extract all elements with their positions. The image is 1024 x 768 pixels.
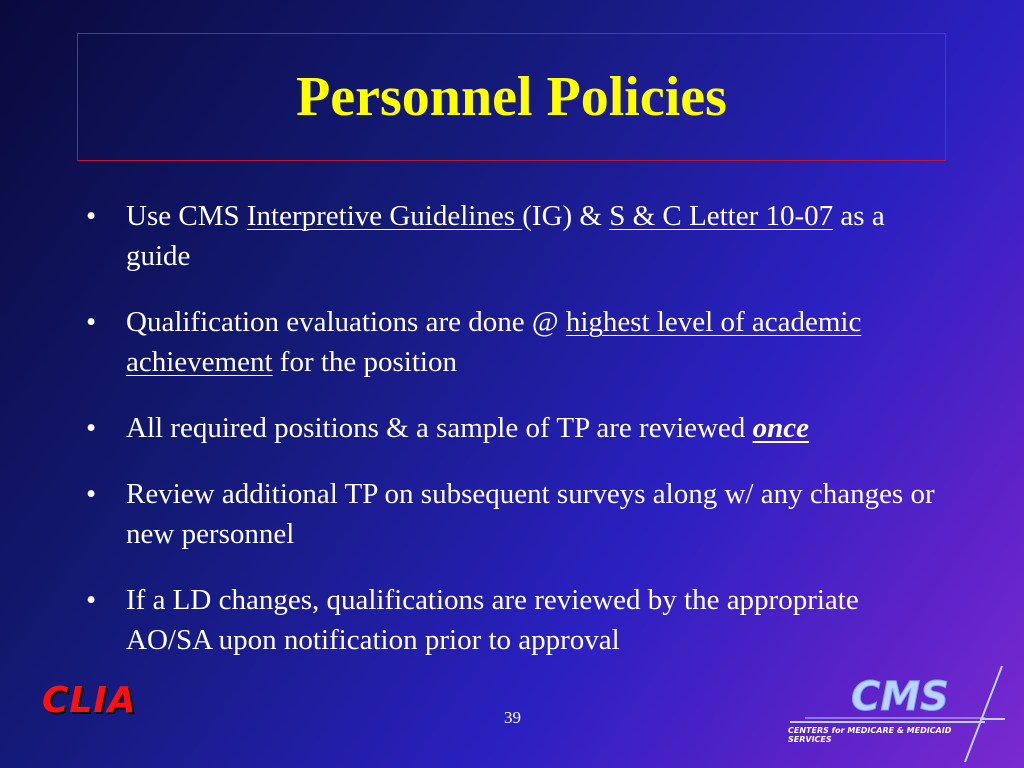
bullet-text-part: If a LD changes, qualifications are reviewed by the appropriate AO/SA upon notification prior to approval [126,584,859,656]
bullet-icon: • [86,306,97,338]
page-number: 39 [504,708,521,727]
bullet-item [86,302,938,382]
bullet-icon: • [86,584,97,616]
cms-logo [780,664,1012,764]
bullet-text-part: All required positions & a sample of TP are reviewed [126,412,753,444]
highest-level-link[interactable]: highest level of academic achievement [126,306,862,378]
bullet-text-part: Qualification evaluations are done @ [126,306,566,338]
bullet-icon: • [86,412,97,444]
slide-title: Personnel Policies [296,66,727,128]
bullet-text-part: Review additional TP on subsequent surveys along w/ any changes or new personnel [126,478,935,550]
bullet-item [86,408,938,448]
interpretive-guidelines-link[interactable]: Interpretive Guidelines [246,200,523,232]
once-emphasis: once [752,412,809,444]
bullet-text-part: as a guide [126,200,885,272]
bullet-item [86,580,938,660]
cms-subtitle: CENTERS for MEDICARE & MEDICAID SERVICES [788,726,952,744]
bullet-item [86,196,938,276]
bullet-icon: • [86,200,97,232]
bullet-text-part: for the position [272,346,457,378]
sc-letter-link[interactable]: S & C Letter 10-07 [609,200,834,232]
clia-logo: CLIA [42,680,137,721]
title-frame [77,33,946,161]
cms-logo-text: CMS [851,674,949,720]
bullet-text-part: Use CMS [126,200,247,232]
bullet-text-part: (IG) & [522,200,610,232]
bullet-icon: • [86,478,97,510]
bullet-item [86,474,938,554]
bullet-list [86,196,938,686]
